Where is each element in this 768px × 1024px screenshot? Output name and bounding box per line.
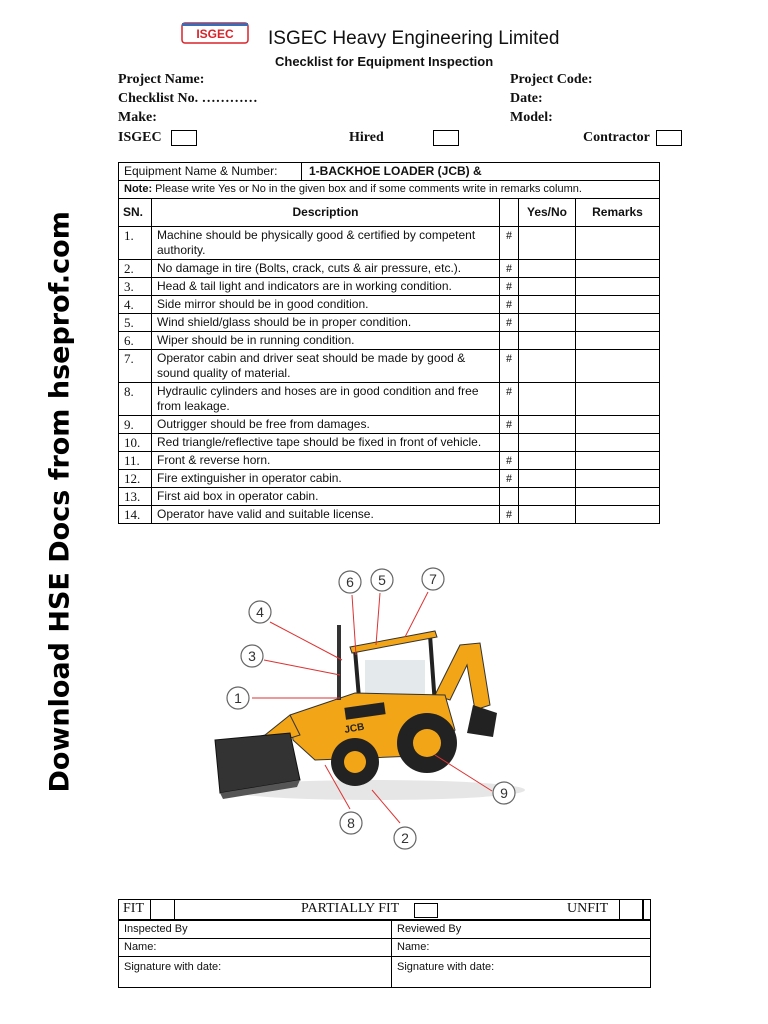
row-sn: 7. (119, 350, 152, 383)
partially-fit-label: PARTIALLY FIT (301, 901, 400, 916)
note-label: Note: (124, 183, 153, 195)
hired-option (349, 130, 459, 146)
fit-label: FIT (123, 901, 144, 916)
row-description: Operator have valid and suitable license. (152, 506, 500, 524)
unfit-label: UNFIT (567, 901, 609, 916)
fitness-row (118, 899, 651, 920)
partially-fit-checkbox[interactable] (414, 903, 438, 918)
row-mark: # (500, 452, 519, 470)
row-remarks-field[interactable] (576, 278, 660, 296)
unfit-checkbox[interactable] (619, 900, 644, 919)
row-mark: # (500, 278, 519, 296)
checklist-row (119, 383, 660, 416)
row-mark: # (500, 260, 519, 278)
row-sn: 1. (119, 227, 152, 260)
callout-layer (200, 565, 530, 865)
row-mark: # (500, 314, 519, 332)
row-remarks-field[interactable] (576, 296, 660, 314)
row-sn: 2. (119, 260, 152, 278)
row-mark: # (500, 227, 519, 260)
checklist-table (118, 162, 660, 524)
inspector-name-field[interactable]: Name: (119, 939, 392, 957)
note-text: Please write Yes or No in the given box and if some comments write in remarks column. (155, 183, 582, 195)
row-description: Wind shield/glass should be in proper condition. (152, 314, 500, 332)
callout-number-8: 8 (347, 815, 355, 831)
column-header-blank (500, 199, 519, 227)
row-yes-no-field[interactable] (519, 470, 576, 488)
make-label: Make: (118, 110, 157, 125)
checklist-row (119, 296, 660, 314)
row-sn: 3. (119, 278, 152, 296)
column-header-remarks: Remarks (576, 199, 660, 227)
row-sn: 8. (119, 383, 152, 416)
logo-text: ISGEC (196, 27, 234, 41)
row-sn: 13. (119, 488, 152, 506)
row-remarks-field[interactable] (576, 314, 660, 332)
row-yes-no-field[interactable] (519, 332, 576, 350)
row-sn: 5. (119, 314, 152, 332)
row-remarks-field[interactable] (576, 506, 660, 524)
row-yes-no-field[interactable] (519, 434, 576, 452)
callout-leader-2 (372, 790, 400, 823)
isgec-option (118, 130, 197, 146)
row-yes-no-field[interactable] (519, 227, 576, 260)
row-description: First aid box in operator cabin. (152, 488, 500, 506)
row-description: Outrigger should be free from damages. (152, 416, 500, 434)
equipment-label: Equipment Name & Number: (119, 163, 302, 180)
row-remarks-field[interactable] (576, 452, 660, 470)
row-yes-no-field[interactable] (519, 314, 576, 332)
watermark-text: Download HSE Docs from hseprof.com (44, 211, 76, 793)
row-mark: # (500, 350, 519, 383)
model-label: Model: (510, 110, 553, 125)
callout-leader-4 (270, 622, 342, 660)
checklist-no-label: Checklist No. ………… (118, 91, 258, 106)
inspected-by-label: Inspected By (119, 921, 392, 939)
checklist-row (119, 434, 660, 452)
checklist-row (119, 452, 660, 470)
row-description: Fire extinguisher in operator cabin. (152, 470, 500, 488)
checklist-row (119, 506, 660, 524)
row-sn: 10. (119, 434, 152, 452)
row-sn: 4. (119, 296, 152, 314)
row-sn: 6. (119, 332, 152, 350)
row-mark: # (500, 296, 519, 314)
contractor-label: Contractor (583, 130, 650, 146)
callout-leader-8 (325, 765, 350, 809)
callouts-svg (200, 565, 530, 865)
row-yes-no-field[interactable] (519, 383, 576, 416)
checklist-row (119, 350, 660, 383)
isgec-logo (181, 22, 249, 44)
column-header-yes-no: Yes/No (519, 199, 576, 227)
callout-leader-3 (264, 660, 340, 675)
note-row (119, 181, 660, 199)
callout-leader-5 (376, 593, 380, 645)
row-remarks-field[interactable] (576, 488, 660, 506)
row-description: Head & tail light and indicators are in working condition. (152, 278, 500, 296)
reviewed-by-label: Reviewed By (392, 921, 651, 939)
row-description: No damage in tire (Bolts, crack, cuts & air pressure, etc.). (152, 260, 500, 278)
hired-checkbox[interactable] (433, 130, 459, 146)
row-remarks-field[interactable] (576, 227, 660, 260)
contractor-option (583, 130, 682, 146)
row-yes-no-field[interactable] (519, 278, 576, 296)
callout-number-2: 2 (401, 830, 409, 846)
hired-label: Hired (349, 130, 384, 146)
reviewer-name-field[interactable]: Name: (392, 939, 651, 957)
checklist-row (119, 488, 660, 506)
row-mark (500, 488, 519, 506)
row-remarks-field[interactable] (576, 260, 660, 278)
row-description: Side mirror should be in good condition. (152, 296, 500, 314)
row-remarks-field[interactable] (576, 434, 660, 452)
row-mark: # (500, 470, 519, 488)
row-description: Front & reverse horn. (152, 452, 500, 470)
row-yes-no-field[interactable] (519, 416, 576, 434)
inspector-signature-field[interactable]: Signature with date: (119, 957, 392, 988)
row-yes-no-field[interactable] (519, 506, 576, 524)
row-mark (500, 332, 519, 350)
equipment-value: 1-BACKHOE LOADER (JCB) & (309, 164, 482, 178)
callout-leader-9 (435, 755, 492, 791)
project-name-label: Project Name: (118, 72, 205, 87)
callout-number-3: 3 (248, 648, 256, 664)
row-remarks-field[interactable] (576, 416, 660, 434)
callout-number-7: 7 (429, 571, 437, 587)
callout-number-5: 5 (378, 572, 386, 588)
row-mark: # (500, 506, 519, 524)
row-remarks-field[interactable] (576, 383, 660, 416)
signoff-table (118, 920, 651, 988)
row-mark: # (500, 416, 519, 434)
row-mark: # (500, 383, 519, 416)
document-title: Checklist for Equipment Inspection (275, 54, 494, 69)
row-yes-no-field[interactable] (519, 488, 576, 506)
checklist-row (119, 416, 660, 434)
callout-leader-6 (352, 595, 356, 655)
contractor-checkbox[interactable] (656, 130, 682, 146)
reviewer-signature-field[interactable]: Signature with date: (392, 957, 651, 988)
row-description: Wiper should be in running condition. (152, 332, 500, 350)
row-remarks-field[interactable] (576, 470, 660, 488)
row-sn: 14. (119, 506, 152, 524)
date-label: Date: (510, 91, 543, 106)
row-remarks-field[interactable] (576, 350, 660, 383)
row-yes-no-field[interactable] (519, 260, 576, 278)
project-code-label: Project Code: (510, 72, 593, 87)
callout-number-1: 1 (234, 690, 242, 706)
row-description: Hydraulic cylinders and hoses are in good condition and free from leakage. (152, 383, 500, 416)
row-description: Operator cabin and driver seat should be made by good & sound quality of material. (152, 350, 500, 383)
callout-leader-7 (405, 592, 428, 637)
callout-number-6: 6 (346, 574, 354, 590)
checklist-row (119, 332, 660, 350)
checklist-row (119, 260, 660, 278)
checklist-row (119, 278, 660, 296)
isgec-label: ISGEC (118, 130, 162, 146)
callout-number-9: 9 (500, 785, 508, 801)
column-header-sn: SN. (119, 199, 152, 227)
row-mark (500, 434, 519, 452)
row-yes-no-field[interactable] (519, 296, 576, 314)
row-remarks-field[interactable] (576, 332, 660, 350)
svg-text:JCB: JCB (343, 721, 366, 736)
fit-checkbox[interactable] (150, 900, 175, 919)
row-sn: 9. (119, 416, 152, 434)
row-yes-no-field[interactable] (519, 350, 576, 383)
checklist-row (119, 227, 660, 260)
callout-number-4: 4 (256, 604, 264, 620)
company-name: ISGEC Heavy Engineering Limited (268, 28, 560, 49)
row-sn: 12. (119, 470, 152, 488)
checklist-row (119, 470, 660, 488)
checklist-row (119, 314, 660, 332)
column-header-description: Description (152, 199, 500, 227)
row-description: Machine should be physically good & certified by competent authority. (152, 227, 500, 260)
row-description: Red triangle/reflective tape should be fixed in front of vehicle. (152, 434, 500, 452)
isgec-checkbox[interactable] (171, 130, 197, 146)
row-yes-no-field[interactable] (519, 452, 576, 470)
row-sn: 11. (119, 452, 152, 470)
